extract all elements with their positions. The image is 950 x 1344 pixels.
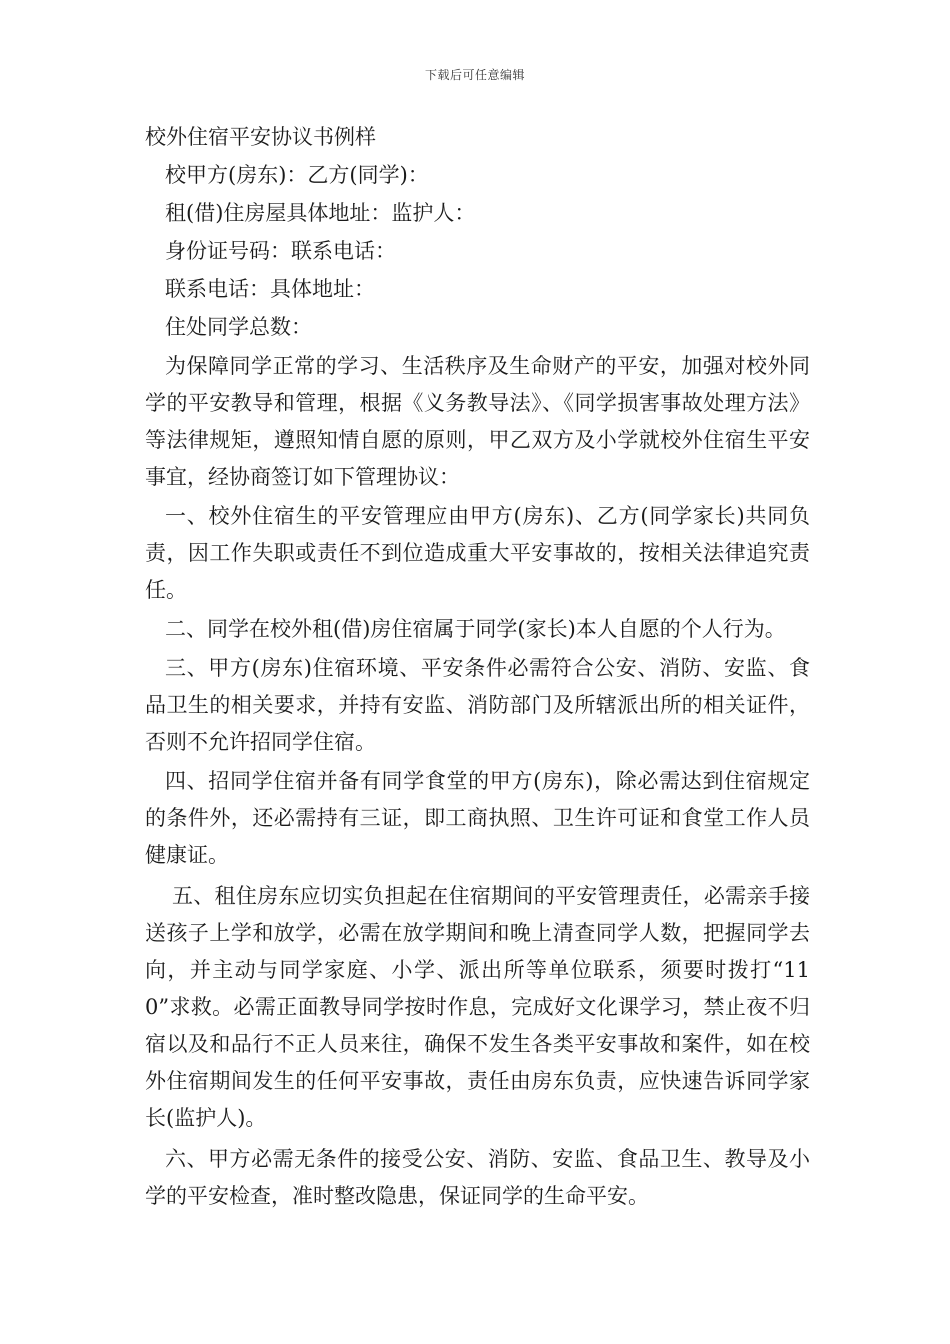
field-address-guardian: 租(借)住房屋具体地址：监护人： (165, 201, 476, 225)
article-4: 四、招同学住宿并备有同学食堂的甲方(房东)，除必需达到住宿规定的条件外，还必需持有三证，即工商执照、卫生许可证和食堂工作人员健康证。 (145, 769, 810, 867)
document-title: 校外住宿平安协议书例样 (145, 125, 376, 149)
page-header-note: 下载后可任意编辑 (424, 68, 525, 82)
intro-paragraph: 为保障同学正常的学习、生活秩序及生命财产的平安，加强对校外同学的平安教导和管理，根据《义务教导法》、《同学损害事故处理方法》等法律规矩，遵照知情自愿的原则，甲乙双方及小学就校外住宿生平安事宜，经协商签订如下管理协议： (145, 354, 810, 489)
article-6: 六、甲方必需无条件的接受公安、消防、安监、食品卫生、教导及小学的平安检查，准时整改隐患，保证同学的生命平安。 (145, 1147, 810, 1208)
article-3: 三、甲方(房东)住宿环境、平安条件必需符合公安、消防、安监、食品卫生的相关要求，并持有安监、消防部门及所辖派出所的相关证件，否则不允许招同学住宿。 (145, 656, 810, 754)
field-phone-address: 联系电话：具体地址： (165, 277, 375, 301)
article-5: 五、租住房东应切实负担起在住宿期间的平安管理责任，必需亲手接送孩子上学和放学，必需在放学期间和晚上清查同学人数，把握同学去向，并主动与同学家庭、小学、派出所等单位联系，须要时拨打“110”求救。必需正面教导同学按时作息，完成好文化课学习，禁止夜不归宿以及和品行不正人员来往，确保不发生各类平安事故和案件，如在校外住宿期间发生的任何平安事故，责任由房东负责，应快速告诉同学家长(监护人)。 (145, 884, 810, 1130)
field-student-count: 住处同学总数： (165, 315, 312, 339)
field-id-phone: 身份证号码：联系电话： (165, 239, 396, 263)
article-2: 二、同学在校外租(借)房住宿属于同学(家长)本人自愿的个人行为。 (165, 617, 786, 641)
article-1: 一、校外住宿生的平安管理应由甲方(房东)、乙方(同学家长)共同负责，因工作失职或责任不到位造成重大平安事故的，按相关法律追究责任。 (145, 504, 810, 602)
field-landlord-student: 校甲方(房东)：乙方(同学)： (165, 163, 429, 187)
document-body (145, 118, 810, 1215)
